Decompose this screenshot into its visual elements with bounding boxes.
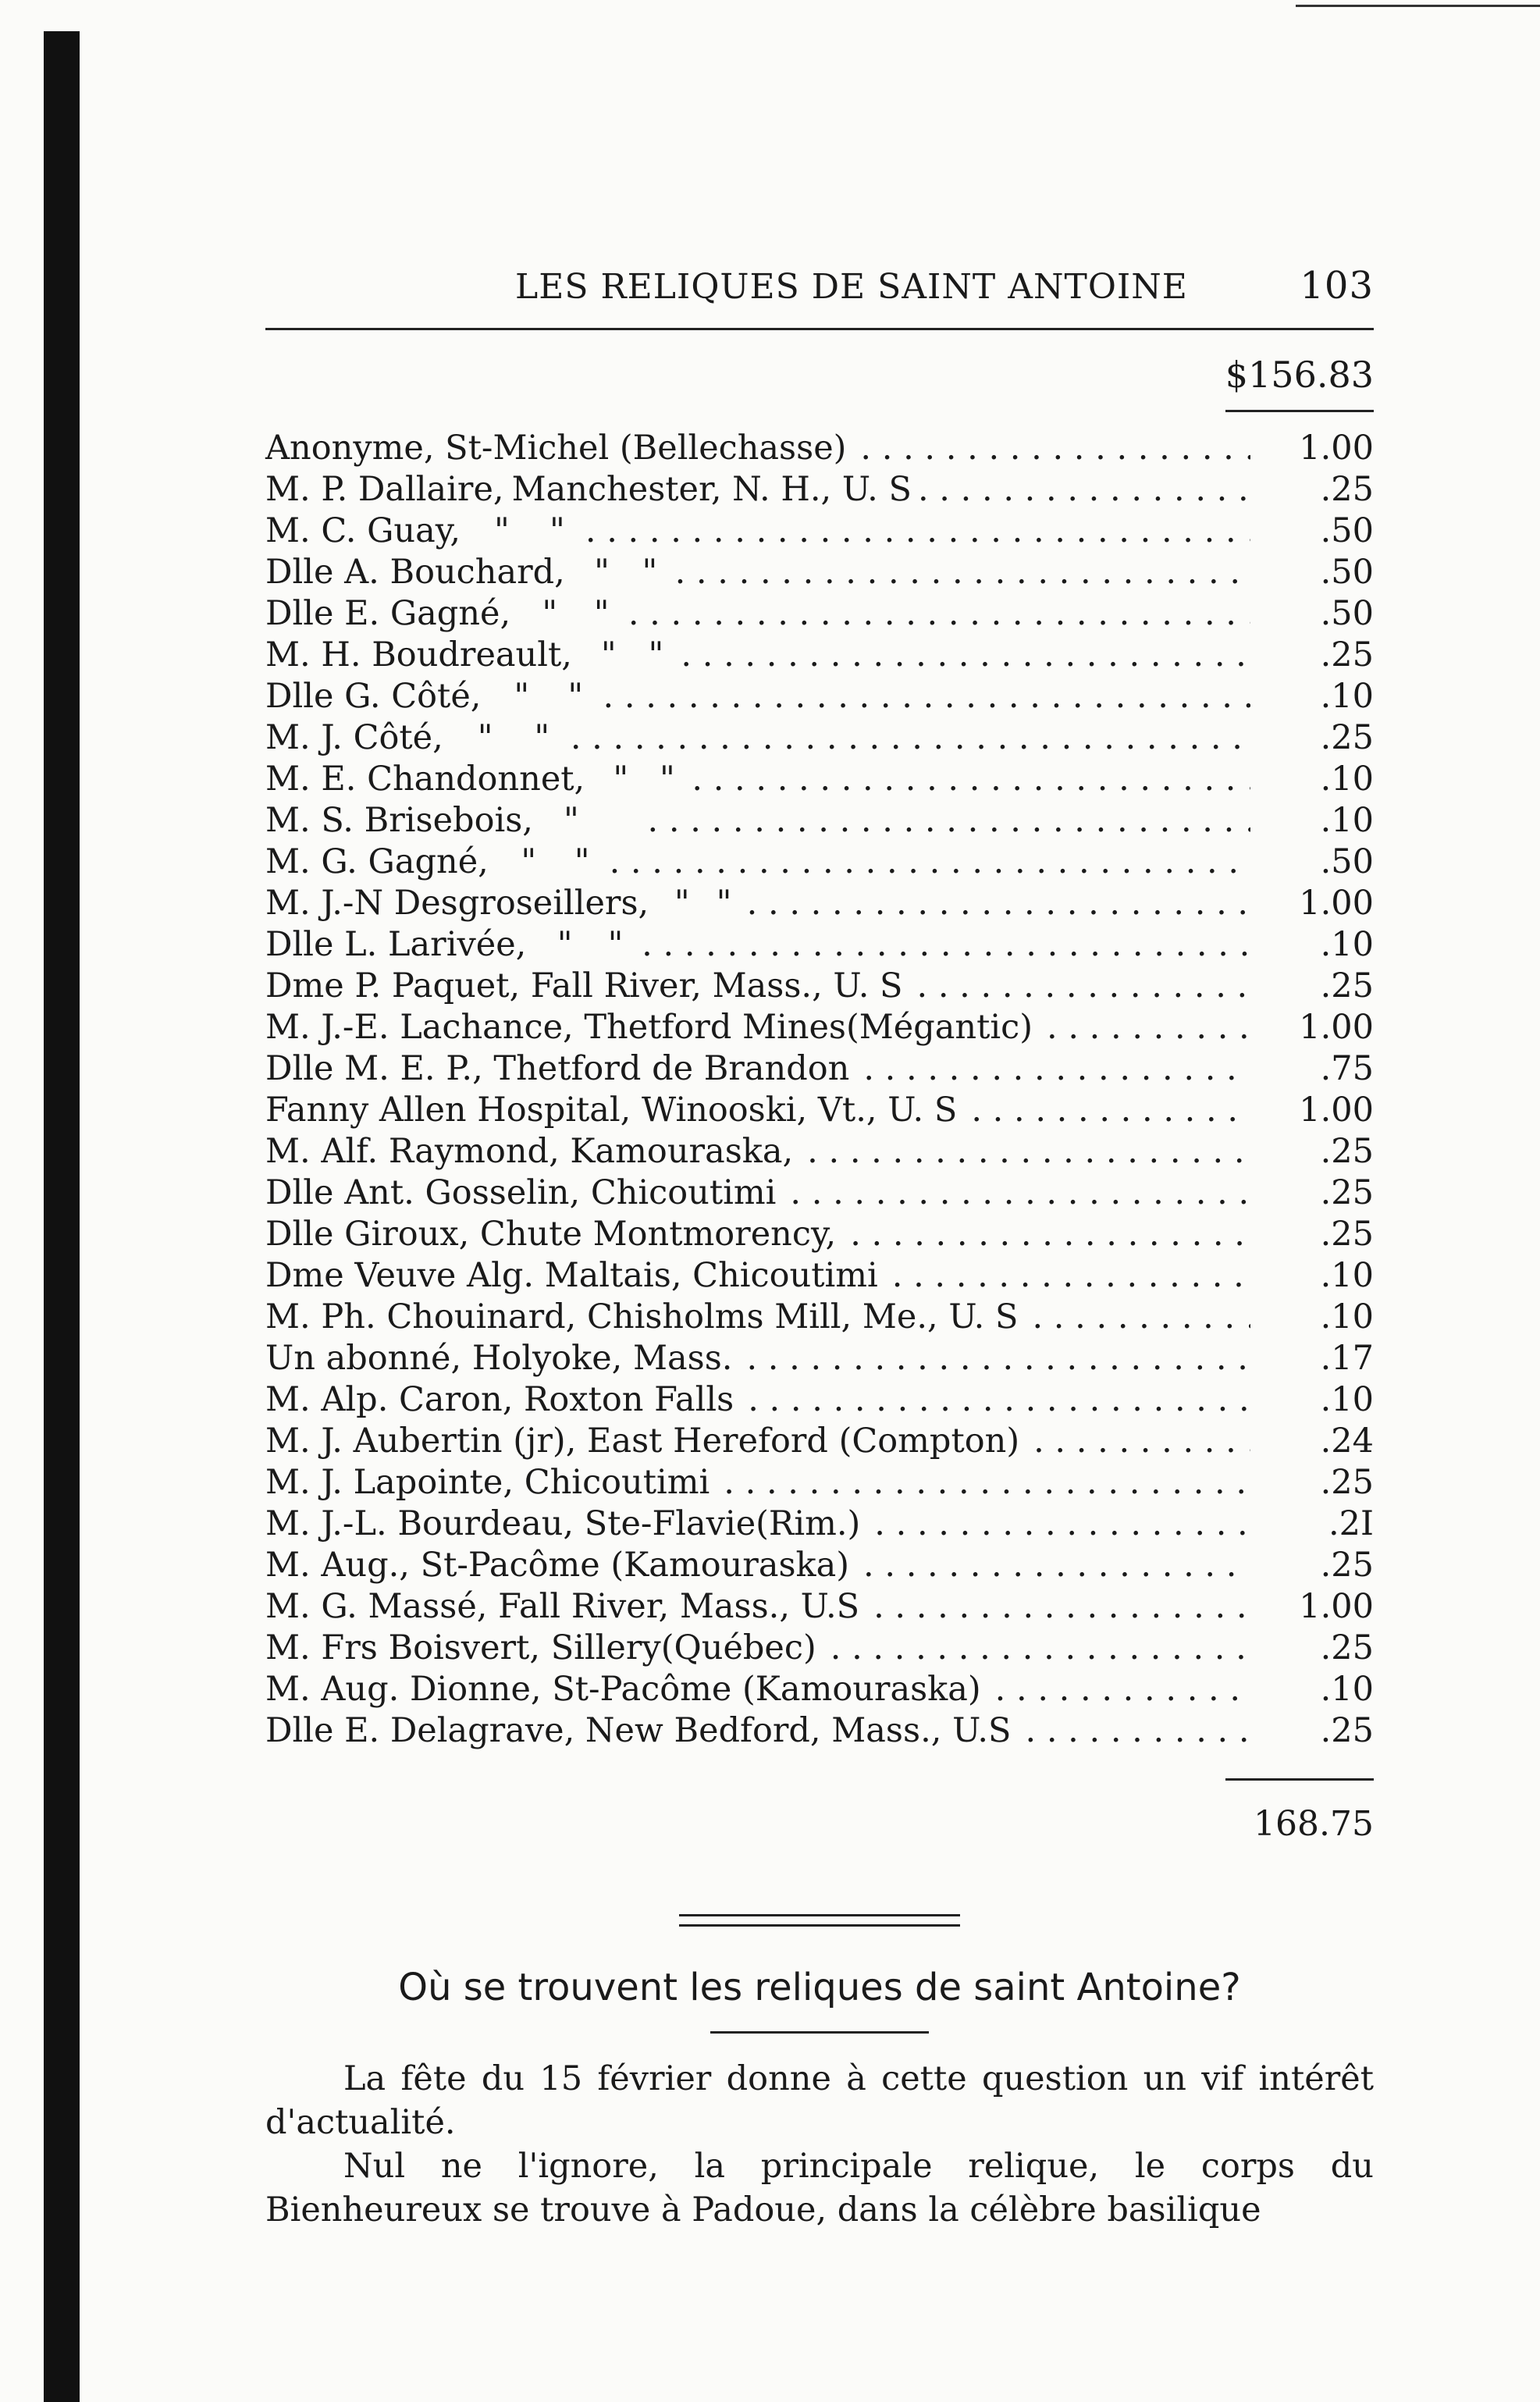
- donor-name: M. J.-L. Bourdeau, Ste-Flavie(Rim.): [265, 1504, 861, 1543]
- total-amount: 168.75: [1254, 1804, 1374, 1844]
- donation-row: [265, 924, 1374, 966]
- donation-row: [265, 1379, 1374, 1421]
- donation-amount: .10: [1320, 801, 1374, 840]
- donor-name: M. Aug. Dionne, St-Pacôme (Kamouraska): [265, 1670, 981, 1709]
- ditto-mark: ": [549, 511, 565, 550]
- donor-name: M. Alf. Raymond, Kamouraska,: [265, 1132, 794, 1171]
- dot-leader: [830, 1628, 1250, 1669]
- donation-amount: .25: [1320, 1628, 1374, 1667]
- dot-leader: [971, 1090, 1250, 1131]
- donation-amount: .17: [1320, 1339, 1374, 1378]
- donation-amount: .10: [1320, 1670, 1374, 1709]
- paragraph: Nul ne l'ignore, la principale relique, le corps du Bienheureux se trouve à Padoue, dans la célèbre basilique: [265, 2147, 1374, 2229]
- donation-row: [265, 1338, 1374, 1379]
- donation-amount: .10: [1320, 677, 1374, 716]
- dot-leader: [863, 1048, 1250, 1090]
- donation-amount: .50: [1320, 594, 1374, 633]
- donor-name: Dme Veuve Alg. Maltais, Chicoutimi: [265, 1256, 878, 1295]
- donor-name: Un abonné, Holyoke, Mass.: [265, 1339, 733, 1378]
- donation-row: [265, 1255, 1374, 1297]
- donation-amount: .25: [1320, 1711, 1374, 1750]
- donor-name: M. E. Chandonnet,: [265, 760, 585, 799]
- running-head: [265, 258, 1374, 312]
- donation-amount: 1.00: [1299, 884, 1374, 923]
- dot-leader: [642, 924, 1250, 966]
- donor-name: Dlle A. Bouchard,: [265, 553, 565, 592]
- dot-leader: [863, 1545, 1250, 1586]
- donor-name: Dlle M. E. P., Thetford de Brandon: [265, 1049, 850, 1088]
- donation-amount: .25: [1320, 1215, 1374, 1254]
- donor-name: Dlle Ant. Gosselin, Chicoutimi: [265, 1173, 777, 1212]
- dot-leader: [610, 842, 1250, 883]
- dot-leader: [917, 966, 1251, 1007]
- donation-row: [265, 469, 1374, 511]
- donation-row: [265, 1048, 1374, 1090]
- dot-leader: [746, 1338, 1250, 1379]
- donation-amount: .50: [1320, 553, 1374, 592]
- donor-name: M. J. Lapointe, Chicoutimi: [265, 1463, 710, 1502]
- donor-location: Manchester, N. H., U. S: [511, 470, 912, 509]
- donation-row: [265, 1545, 1374, 1586]
- donor-name: M. Frs Boisvert, Sillery(Québec): [265, 1628, 816, 1667]
- donor-name: Anonyme, St-Michel (Bellechasse): [265, 429, 847, 468]
- ditto-mark: ": [534, 718, 550, 757]
- ditto-mark: ": [613, 760, 629, 799]
- donation-row: [265, 552, 1374, 593]
- donation-amount: .25: [1320, 1173, 1374, 1212]
- donor-name: M. H. Boudreault,: [265, 635, 572, 674]
- donation-row: [265, 1297, 1374, 1338]
- donation-row: [265, 759, 1374, 800]
- total-rule: [1225, 1778, 1374, 1781]
- dot-leader: [874, 1503, 1250, 1545]
- ditto-mark: ": [514, 677, 530, 716]
- paragraph: La fête du 15 février donne à cette question un vif intérêt d'actualité.: [265, 2059, 1374, 2142]
- donation-amount: .50: [1320, 842, 1374, 881]
- donation-amount: .10: [1320, 1256, 1374, 1295]
- donation-amount: .25: [1320, 635, 1374, 674]
- donor-name: M. S. Brisebois,: [265, 801, 533, 840]
- donation-row: [265, 1503, 1374, 1545]
- ditto-mark: ": [716, 884, 732, 923]
- ditto-mark: ": [659, 760, 675, 799]
- donor-name: Dlle E. Delagrave, New Bedford, Mass., U.S: [265, 1711, 1012, 1750]
- donation-row: [265, 1214, 1374, 1255]
- donation-amount: .25: [1320, 718, 1374, 757]
- donor-name: M. Aug., St-Pacôme (Kamouraska): [265, 1546, 850, 1585]
- donation-row: [265, 1173, 1374, 1214]
- ditto-mark: ": [563, 801, 579, 840]
- donation-amount: .25: [1320, 470, 1374, 509]
- donation-amount: 1.00: [1299, 1008, 1374, 1047]
- donation-row: [265, 1090, 1374, 1131]
- ditto-mark: ": [494, 511, 510, 550]
- ditto-mark: ": [477, 718, 493, 757]
- donation-row: [265, 800, 1374, 842]
- dot-leader: [603, 676, 1250, 717]
- dot-leader: [747, 883, 1250, 924]
- dot-leader: [860, 428, 1250, 469]
- dot-leader: [918, 469, 1250, 511]
- donation-amount: .2I: [1328, 1504, 1374, 1543]
- dot-leader: [681, 635, 1250, 676]
- page-edge-shadow: [44, 31, 80, 2402]
- donation-row: [265, 635, 1374, 676]
- header-rule: [265, 328, 1374, 330]
- donation-amount: .75: [1320, 1049, 1374, 1088]
- donation-row: [265, 1669, 1374, 1710]
- donation-amount: 1.00: [1299, 1587, 1374, 1626]
- donation-row: [265, 1710, 1374, 1752]
- ditto-mark: ": [674, 884, 690, 923]
- donation-amount: 1.00: [1299, 1091, 1374, 1130]
- running-title: LES RELIQUES DE SAINT ANTOINE: [515, 267, 1188, 307]
- donation-amount: .10: [1320, 1380, 1374, 1419]
- donor-name: M. J. Côté,: [265, 718, 443, 757]
- page-number: 103: [1300, 264, 1374, 308]
- dot-leader: [648, 800, 1250, 842]
- donation-amount: .25: [1320, 1546, 1374, 1585]
- ditto-mark: ": [642, 553, 658, 592]
- donation-row: [265, 428, 1374, 469]
- donation-row: [265, 966, 1374, 1007]
- donation-amount: .10: [1320, 925, 1374, 964]
- carried-forward-amount: $156.83: [1225, 354, 1374, 396]
- dot-leader: [892, 1255, 1250, 1297]
- donor-name: M. J.-E. Lachance, Thetford Mines(Mégantic): [265, 1008, 1033, 1047]
- page: [265, 258, 1374, 2232]
- donor-name: Dlle L. Larivée,: [265, 925, 527, 964]
- donor-name: M. Ph. Chouinard, Chisholms Mill, Me., U. S: [265, 1297, 1019, 1336]
- donation-amount: .25: [1320, 966, 1374, 1005]
- ditto-mark: ": [574, 842, 590, 881]
- donation-row: [265, 842, 1374, 883]
- donor-name: M. G. Gagné,: [265, 842, 489, 881]
- ditto-mark: ": [542, 594, 558, 633]
- ditto-mark: ": [593, 594, 610, 633]
- ditto-mark: ": [557, 925, 573, 964]
- donation-amount: .10: [1320, 1297, 1374, 1336]
- donation-amount: .10: [1320, 760, 1374, 799]
- dot-leader: [995, 1669, 1250, 1710]
- dot-leader: [1032, 1297, 1250, 1338]
- ditto-mark: ": [648, 635, 664, 674]
- donation-row: [265, 1131, 1374, 1173]
- donation-row: [265, 883, 1374, 924]
- title-rule: [710, 2031, 929, 2034]
- dot-leader: [675, 552, 1250, 593]
- dot-leader: [585, 511, 1250, 552]
- dot-leader: [1033, 1421, 1250, 1462]
- dot-leader: [1047, 1007, 1250, 1048]
- donation-list: [265, 428, 1374, 1752]
- donor-name: M. C. Guay,: [265, 511, 461, 550]
- donor-name: Fanny Allen Hospital, Winooski, Vt., U. S: [265, 1091, 958, 1130]
- donor-name: M. Alp. Caron, Roxton Falls: [265, 1380, 734, 1419]
- section-body: [265, 2057, 1374, 2232]
- ditto-mark: ": [607, 925, 624, 964]
- donation-amount: .24: [1320, 1422, 1374, 1461]
- donor-name: Dlle E. Gagné,: [265, 594, 511, 633]
- donation-row: [265, 717, 1374, 759]
- donation-amount: .25: [1320, 1132, 1374, 1171]
- donor-name: M. J. Aubertin (jr), East Hereford (Compton): [265, 1422, 1020, 1461]
- donation-row: [265, 1007, 1374, 1048]
- donor-name: M. P. Dallaire,: [265, 470, 504, 509]
- dot-leader: [790, 1173, 1250, 1214]
- dot-leader: [748, 1379, 1250, 1421]
- section-separator: [679, 1914, 960, 1927]
- donation-amount: 1.00: [1299, 429, 1374, 468]
- ditto-mark: ": [521, 842, 537, 881]
- ditto-mark: ": [600, 635, 617, 674]
- section-title: Où se trouvent les reliques de saint Antoine?: [398, 1966, 1241, 2009]
- dot-leader: [873, 1586, 1250, 1628]
- donation-row: [265, 593, 1374, 635]
- donor-name: M. G. Massé, Fall River, Mass., U.S: [265, 1587, 860, 1626]
- donation-amount: .25: [1320, 1463, 1374, 1502]
- carry-rule: [1225, 410, 1374, 412]
- donation-row: [265, 1628, 1374, 1669]
- donation-row: [265, 511, 1374, 552]
- dot-leader: [807, 1131, 1250, 1173]
- donor-name: Dlle G. Côté,: [265, 677, 482, 716]
- dot-leader: [724, 1462, 1250, 1503]
- dot-leader: [692, 759, 1250, 800]
- dot-leader: [628, 593, 1250, 635]
- ditto-mark: ": [567, 677, 584, 716]
- donation-row: [265, 1586, 1374, 1628]
- dot-leader: [1026, 1710, 1251, 1752]
- dot-leader: [850, 1214, 1250, 1255]
- donation-row: [265, 676, 1374, 717]
- donation-row: [265, 1421, 1374, 1462]
- donation-amount: .50: [1320, 511, 1374, 550]
- donor-name: M. J.-N Desgroseillers,: [265, 884, 649, 923]
- donor-name: Dme P. Paquet, Fall River, Mass., U. S: [265, 966, 903, 1005]
- top-edge-rule: [1296, 5, 1540, 7]
- dot-leader: [571, 717, 1250, 759]
- ditto-mark: ": [594, 553, 610, 592]
- donor-name: Dlle Giroux, Chute Montmorency,: [265, 1215, 837, 1254]
- donation-row: [265, 1462, 1374, 1503]
